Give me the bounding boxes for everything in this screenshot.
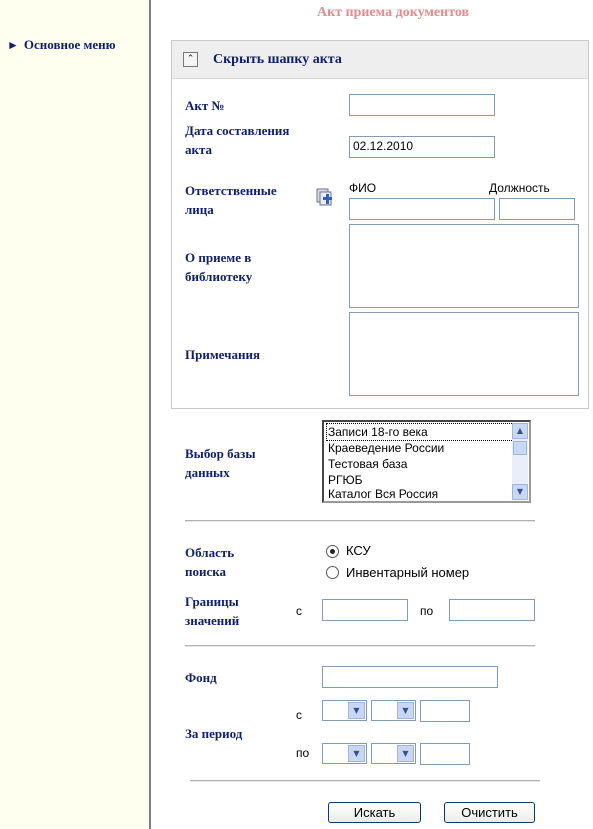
sidebar [0,0,151,829]
add-person-icon[interactable] [316,187,336,207]
range-label: Границы значений [185,594,240,628]
panel-header [172,41,588,79]
divider [190,780,540,782]
range-from-input[interactable] [322,599,408,621]
database-label: Выбор базы данных [185,446,256,480]
scroll-up-icon[interactable]: ▲ [512,423,528,439]
range-to-label: по [420,604,434,618]
period-to-month-select[interactable] [371,743,416,764]
divider [185,520,535,522]
library-textarea[interactable] [349,224,579,308]
radio-ksu[interactable] [326,545,339,558]
clear-button[interactable]: Очистить [444,802,535,823]
period-from-month-select[interactable] [371,700,416,721]
database-option[interactable]: Записи 18-го века [327,424,513,440]
period-to-label: по [296,746,310,760]
act-number-input[interactable] [349,94,495,116]
page-title: Акт приема документов [317,5,470,20]
listbox-scrollbar[interactable] [512,423,528,500]
range-from-label: с [296,604,302,618]
fund-label: Фонд [185,670,217,685]
range-to-input[interactable] [449,599,535,621]
date-input[interactable]: 02.12.2010 [349,136,495,158]
chevron-down-icon[interactable]: ▼ [348,702,365,719]
scroll-down-icon[interactable]: ▼ [512,484,528,500]
responsible-label: Ответственные лица [185,183,277,217]
radio-ksu-label[interactable]: КСУ [346,543,371,558]
search-area-label: Область поиска [185,545,235,579]
chevron-down-icon[interactable]: ▼ [348,745,365,762]
date-label: Дата составления акта [185,123,290,157]
fio-header: ФИО [349,181,377,195]
radio-inventory[interactable] [326,566,339,579]
notes-textarea[interactable] [349,312,579,396]
main-menu-label: Основное меню [23,37,116,52]
search-button[interactable]: Искать [328,802,421,823]
notes-label: Примечания [185,347,260,362]
act-number-label: Акт № [185,98,225,113]
hide-header-toggle[interactable]: Скрыть шапку акта [213,52,342,67]
divider [185,645,535,647]
library-label: О приеме в библиотеку [185,250,253,284]
chevron-down-icon[interactable]: ▼ [397,702,414,719]
double-chevron-up-icon[interactable]: ⌃ [183,52,198,67]
fund-input[interactable] [322,666,498,688]
position-header: Должность [489,181,550,195]
period-from-year-input[interactable] [420,700,470,722]
database-option[interactable]: Краеведение России [328,441,445,455]
period-label: За период [185,726,243,741]
fio-input[interactable] [349,198,495,220]
database-option[interactable]: РГЮБ [328,473,363,487]
main-menu-link[interactable] [7,37,116,53]
database-option[interactable]: Каталог Вся Россия [328,488,439,501]
database-listbox[interactable] [322,420,531,503]
period-to-day-select[interactable] [322,743,367,764]
triangle-right-icon: ► [7,38,19,52]
period-from-label: с [296,708,302,722]
period-from-day-select[interactable] [322,700,367,721]
chevron-down-icon[interactable]: ▼ [397,745,414,762]
position-input[interactable] [499,198,575,220]
radio-inventory-label[interactable]: Инвентарный номер [346,565,470,580]
database-option[interactable]: Тестовая база [328,457,408,471]
scroll-thumb[interactable] [513,441,527,455]
period-to-year-input[interactable] [420,743,470,765]
